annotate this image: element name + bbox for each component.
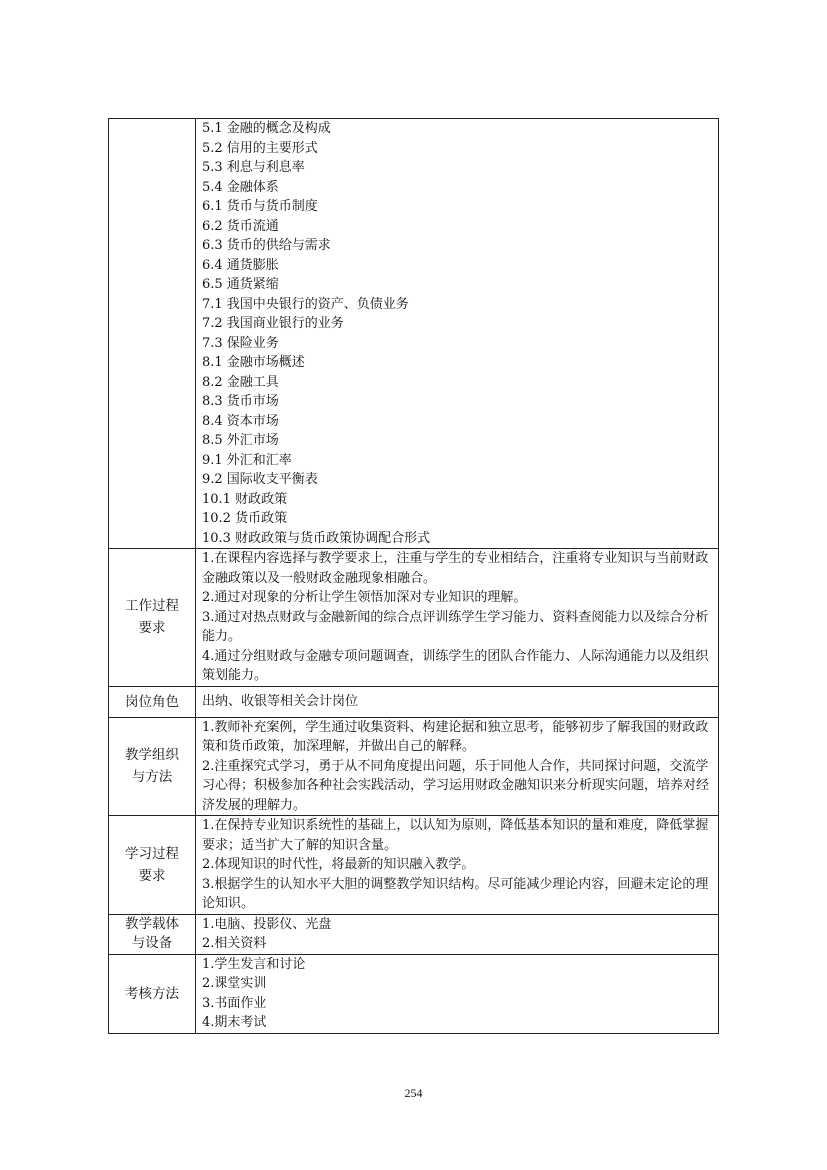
table-row-topics (109, 119, 719, 549)
work-process-content (196, 549, 719, 687)
topic-item: 6.2 货币流通 (202, 218, 279, 234)
row-label-assessment (109, 954, 196, 1033)
label-line: 岗位角色 (125, 693, 179, 710)
topic-item: 8.5 外汇市场 (202, 433, 279, 448)
learning-process-content (196, 816, 719, 915)
topic-item: 8.3 货币市场 (202, 394, 279, 409)
topic-item: 7.3 保险业务 (202, 335, 279, 351)
topic-item: 10.3 财政政策与货币政策协调配合形式 (202, 530, 431, 546)
teaching-method-content (196, 717, 719, 816)
table-row-teaching-equipment (109, 914, 719, 954)
paragraph: 1.在保持专业知识系统性的基础上，以认知为原则，降低基本知识的量和难度，降低掌握要求；适当扩大了解的知识含量。 (202, 818, 709, 853)
topic-item: 6.4 通货膨胀 (202, 257, 279, 273)
paragraph: 出纳、收银等相关会计岗位 (202, 693, 359, 709)
table-row-learning-process (109, 816, 719, 915)
paragraph: 4.通过分组财政与金融专项问题调查，训练学生的团队合作能力、人际沟通能力以及组织策划能力。 (202, 648, 709, 683)
topic-item: 8.2 金融工具 (202, 374, 279, 390)
paragraph: 3.通过对热点财政与金融新闻的综合点评训练学生学习能力、资料查阅能力以及综合分析能力。 (202, 609, 709, 644)
topic-item: 5.2 信用的主要形式 (202, 140, 318, 156)
paragraph: 2.注重探究式学习，勇于从不同角度提出问题，乐于同他人合作，共同探讨问题，交流学习心得；积极参加各种社会实践活动，学习运用财政金融知识来分析现实问题，培养对经济发展的理解力。 (202, 758, 710, 813)
topic-item: 10.1 财政政策 (202, 491, 288, 507)
row-label-teaching-method (109, 717, 196, 816)
label-line: 与设备 (131, 935, 173, 951)
label-line: 学习过程 (125, 845, 179, 862)
table-row-teaching-method (109, 717, 719, 816)
topic-item: 6.5 通货紧缩 (202, 277, 279, 292)
topic-item: 5.4 金融体系 (202, 179, 279, 195)
paragraph: 4.期末考试 (202, 1015, 267, 1030)
topic-item: 10.2 货币政策 (202, 511, 288, 526)
row-label-empty (109, 119, 196, 549)
topic-item: 5.3 利息与利息率 (202, 160, 305, 175)
topic-item: 5.1 金融的概念及构成 (202, 121, 331, 136)
paragraph: 1.教师补充案例，学生通过收集资料、构建论据和独立思考，能够初步了解我国的财政政策和货币政策，加深理解，并做出自己的解释。 (202, 719, 709, 754)
label-line: 工作过程 (125, 598, 179, 615)
job-role-content (196, 686, 719, 717)
paragraph: 1.学生发言和讨论 (202, 956, 306, 972)
table-row-work-process (109, 549, 719, 687)
label-line: 教学组织 (125, 747, 179, 764)
row-label-job-role (109, 686, 196, 717)
teaching-equipment-content (196, 914, 719, 954)
topic-item: 7.2 我国商业银行的业务 (202, 316, 344, 331)
assessment-content (196, 954, 719, 1033)
page-number: 254 (404, 1086, 423, 1100)
course-table (108, 118, 719, 1034)
paragraph: 2.相关资料 (202, 936, 267, 951)
paragraph: 3.书面作业 (202, 995, 267, 1011)
label-line: 教学载体 (125, 915, 179, 932)
label-line: 考核方法 (125, 985, 179, 1002)
topic-item: 9.2 国际收支平衡表 (202, 472, 318, 487)
topic-item: 6.1 货币与货币制度 (202, 199, 318, 214)
topics-list (196, 119, 719, 549)
paragraph: 2.体现知识的时代性，将最新的知识融入教学。 (202, 857, 475, 872)
paragraph: 1.电脑、投影仪、光盘 (202, 916, 332, 932)
topic-item: 8.4 资本市场 (202, 413, 279, 429)
topic-item: 8.1 金融市场概述 (202, 355, 305, 370)
table-row-assessment (109, 954, 719, 1033)
row-label-teaching-equipment (109, 914, 196, 954)
label-line: 要求 (138, 620, 166, 637)
label-line: 要求 (138, 867, 166, 884)
topic-item: 6.3 货币的供给与需求 (202, 238, 331, 253)
paragraph: 3.根据学生的认知水平大胆的调整教学知识结构。尽可能减少理论内容，回避未定论的理论知识。 (202, 876, 709, 911)
row-label-work-process (109, 549, 196, 687)
paragraph: 2.通过对现象的分析让学生领悟加深对专业知识的理解。 (202, 590, 527, 605)
topic-item: 9.1 外汇和汇率 (202, 452, 292, 468)
topic-item: 7.1 我国中央银行的资产、负债业务 (202, 296, 409, 312)
paragraph: 2.课堂实训 (202, 976, 267, 991)
label-line: 与方法 (131, 769, 173, 786)
paragraph: 1.在课程内容选择与教学要求上，注重与学生的专业相结合，注重将专业知识与当前财政金融政策以及一般财政金融现象相融合。 (202, 551, 709, 586)
row-label-learning-process (109, 816, 196, 915)
table-row-job-role (109, 686, 719, 717)
